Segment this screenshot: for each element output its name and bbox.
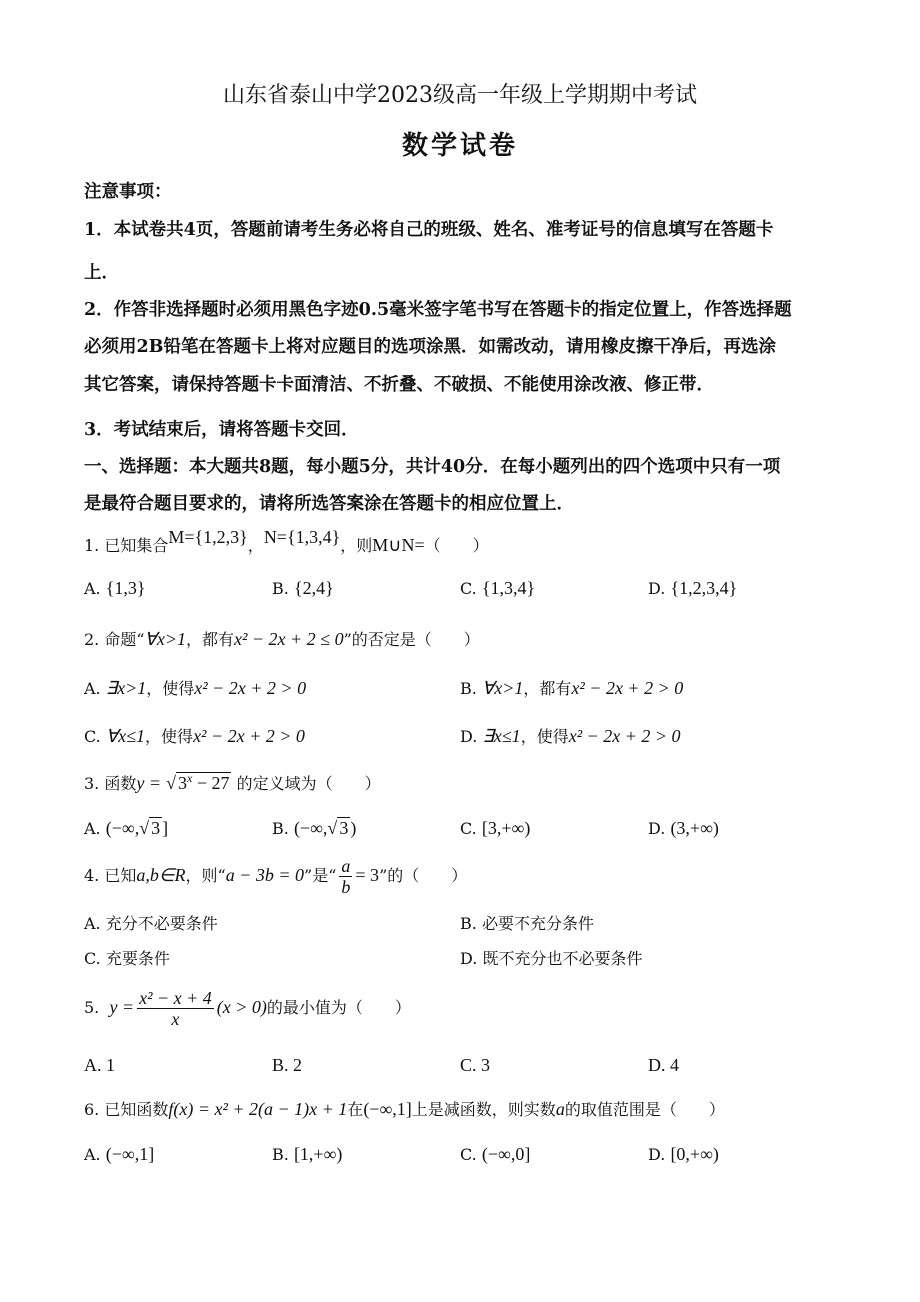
option-value: 既不充分也不必要条件 bbox=[482, 949, 643, 968]
radicand-exponent: x bbox=[186, 771, 193, 785]
separator: ， bbox=[247, 536, 264, 555]
fraction-numerator: a bbox=[341, 856, 351, 876]
option-value: 必要不充分条件 bbox=[481, 914, 594, 933]
sqrt-radicand: 3 bbox=[151, 818, 161, 838]
option-label: A. bbox=[84, 679, 101, 698]
question-4-text: 4. 已知 bbox=[84, 866, 137, 885]
question-5-text: 的最小值为（ ） bbox=[266, 998, 411, 1017]
option-label: D. bbox=[648, 1145, 666, 1164]
question-4-option-a bbox=[84, 911, 218, 934]
section-1-intro-line-2: 是最符合题目要求的，请将所选答案涂在答题卡的相应位置上． bbox=[84, 494, 574, 514]
question-3-option-a bbox=[84, 818, 168, 839]
fraction-a-over-b bbox=[339, 856, 352, 897]
question-3-option-b bbox=[272, 818, 356, 839]
option-label: A. bbox=[84, 819, 101, 838]
domain-condition: (x > 0) bbox=[216, 997, 267, 1017]
quantifier: ∃x≤1 bbox=[482, 726, 521, 746]
option-label: B. bbox=[272, 579, 289, 598]
notice-item-3: 3．考试结束后，请将答题卡交回． bbox=[84, 420, 359, 440]
option-value: [3,+∞) bbox=[481, 818, 531, 838]
question-2-text-2: ，都有 bbox=[186, 630, 235, 649]
sqrt-expression bbox=[176, 771, 231, 794]
question-6-text-4: 的取值范围是（ ） bbox=[564, 1100, 725, 1119]
option-label: A. bbox=[84, 1145, 101, 1164]
option-value: (−∞,1] bbox=[105, 1144, 155, 1164]
set-m: M={1,2,3} bbox=[168, 527, 248, 547]
question-2-stem bbox=[84, 627, 480, 650]
question-5-number: 5. bbox=[84, 998, 100, 1017]
notice-item-2-line-3: 其它答案，请保持答题卡卡面清洁、不折叠、不破损、不能使用涂改液、修正带． bbox=[84, 375, 714, 395]
question-1-text: 1. 已知集合 bbox=[84, 536, 169, 555]
question-4-text-2: ，则“ bbox=[185, 866, 226, 885]
interval-left: (−∞, bbox=[293, 818, 328, 838]
option-label: C. bbox=[460, 1145, 477, 1164]
option-label: D. bbox=[460, 727, 478, 746]
option-label: B. bbox=[460, 679, 477, 698]
inequality: x² − 2x + 2 > 0 bbox=[193, 726, 305, 746]
question-1-text-2: ，则 bbox=[340, 536, 373, 555]
question-6-option-b bbox=[272, 1144, 342, 1165]
quantifier: ∀x>1 bbox=[144, 629, 186, 649]
question-2-option-b bbox=[460, 676, 683, 699]
option-label: B. bbox=[460, 914, 477, 933]
option-value: {1,3} bbox=[105, 578, 146, 598]
question-6-text: 6. 已知函数 bbox=[84, 1100, 169, 1119]
option-label: B. bbox=[272, 1145, 289, 1164]
notice-heading: 注意事项： bbox=[84, 182, 172, 202]
notice-item-1-line-1: 1．本试卷共4页，答题前请考生务必将自己的班级、姓名、准考证号的信息填写在答题卡 bbox=[84, 220, 774, 240]
question-6-text-2: 在 bbox=[347, 1100, 364, 1119]
answer-paren: （ ） bbox=[424, 536, 489, 555]
option-value: (3,+∞) bbox=[670, 818, 719, 838]
option-value: [1,+∞) bbox=[293, 1144, 343, 1164]
question-4-text-3: ”是“ bbox=[304, 866, 337, 885]
set-n: N={1,3,4} bbox=[263, 527, 341, 547]
option-label: D. bbox=[460, 949, 478, 968]
question-3-text: 3. 函数 bbox=[84, 774, 137, 793]
option-value: (−∞,0] bbox=[481, 1144, 531, 1164]
interval-right: ] bbox=[162, 818, 169, 838]
option-label: D. bbox=[648, 579, 666, 598]
question-1-option-d bbox=[648, 578, 737, 599]
fraction-expression bbox=[137, 988, 214, 1029]
union-expression: M∪N= bbox=[372, 535, 425, 555]
option-text: ，使得 bbox=[520, 727, 569, 746]
option-text: ，使得 bbox=[146, 679, 195, 698]
option-label: A. bbox=[84, 579, 101, 598]
notice-item-2-line-1: 2．作答非选择题时必须用黑色字迹0.5毫米签字笔书写在答题卡的指定位置上，作答选择题 bbox=[84, 300, 792, 320]
question-2-text-3: ”的否定是（ ） bbox=[343, 630, 480, 649]
sqrt-radicand: 3 bbox=[339, 818, 349, 838]
exam-title: 山东省泰山中学2023级高一年级上学期期中考试 bbox=[223, 83, 697, 108]
option-label: C. bbox=[84, 949, 101, 968]
exam-subtitle: 数学试卷 bbox=[401, 131, 518, 161]
notice-item-1-line-2: 上． bbox=[84, 263, 119, 283]
interval-left: (−∞, bbox=[105, 818, 140, 838]
option-value: 充要条件 bbox=[105, 949, 170, 968]
question-6-text-3: 上是减函数，则实数 bbox=[411, 1100, 556, 1119]
option-label: B. bbox=[272, 819, 289, 838]
fraction-equals: = 3 bbox=[355, 865, 380, 885]
function-definition: f(x) = x² + 2(a − 1)x + 1 bbox=[168, 1099, 348, 1119]
fraction-numerator: x² − x + 4 bbox=[139, 988, 212, 1008]
question-1-option-b bbox=[272, 578, 334, 599]
question-1-stem bbox=[84, 527, 489, 556]
question-5-option-c: C. 3 bbox=[460, 1055, 491, 1075]
inequality: x² − 2x + 2 > 0 bbox=[194, 678, 307, 698]
question-6-option-d bbox=[648, 1144, 719, 1165]
option-value: 充分不必要条件 bbox=[105, 914, 218, 933]
variables: a,b∈R bbox=[136, 865, 186, 885]
quantifier: ∀x>1 bbox=[481, 678, 524, 698]
variable-a: a bbox=[555, 1099, 565, 1119]
notice-item-2-line-2: 必须用2B铅笔在答题卡上将对应题目的选项涂黑．如需改动，请用橡皮擦干净后，再选涂 bbox=[84, 337, 776, 357]
question-4-option-d bbox=[460, 946, 642, 969]
question-2-option-c bbox=[84, 724, 305, 747]
question-3-text-2: 的定义域为（ ） bbox=[236, 774, 381, 793]
question-5-stem bbox=[84, 988, 411, 1029]
radicand-base: 3 bbox=[177, 773, 187, 793]
question-5-option-b: B. 2 bbox=[272, 1055, 303, 1075]
question-3-stem bbox=[84, 771, 381, 794]
question-4-option-b bbox=[460, 911, 594, 934]
question-4-stem bbox=[84, 856, 467, 897]
option-value: {2,4} bbox=[293, 578, 334, 598]
question-1-option-a bbox=[84, 578, 146, 599]
fraction-denominator: x bbox=[171, 1009, 180, 1029]
question-2-text: 2. 命题“ bbox=[84, 630, 145, 649]
sqrt-symbol: √ bbox=[139, 818, 150, 838]
inequality: x² − 2x + 2 > 0 bbox=[568, 726, 681, 746]
option-label: A. bbox=[84, 914, 101, 933]
question-6-option-c bbox=[460, 1144, 530, 1165]
option-text: ，都有 bbox=[523, 679, 572, 698]
question-1-option-c bbox=[460, 578, 535, 599]
quantifier: ∃x>1 bbox=[105, 678, 147, 698]
function-y: y = bbox=[109, 997, 135, 1017]
option-value: {1,2,3,4} bbox=[670, 578, 738, 598]
condition-expression: a − 3b = 0 bbox=[225, 865, 305, 885]
question-4-text-4: ”的（ ） bbox=[379, 866, 468, 885]
question-3-option-d bbox=[648, 818, 719, 839]
option-value: {1,3,4} bbox=[481, 578, 536, 598]
question-2-option-d bbox=[460, 724, 681, 747]
sqrt-symbol: √ bbox=[327, 818, 338, 838]
question-2-option-a bbox=[84, 676, 306, 699]
question-6-stem bbox=[84, 1097, 725, 1120]
option-label: C. bbox=[460, 579, 477, 598]
option-value: [0,+∞) bbox=[670, 1144, 719, 1164]
question-6-option-a bbox=[84, 1144, 154, 1165]
option-label: D. bbox=[648, 819, 666, 838]
option-text: ，使得 bbox=[145, 727, 194, 746]
option-label: C. bbox=[84, 727, 101, 746]
interval-right: ) bbox=[350, 818, 357, 838]
section-1-intro-line-1: 一、选择题：本大题共8题，每小题5分，共计40分．在每小题列出的四个选项中只有一项 bbox=[84, 457, 781, 477]
radicand-rest: − 27 bbox=[192, 773, 230, 793]
question-3-option-c bbox=[460, 818, 530, 839]
function-y: y = bbox=[136, 773, 161, 793]
question-4-option-c bbox=[84, 946, 170, 969]
quantifier: ∀x≤1 bbox=[105, 726, 146, 746]
inequality: x² − 2x + 2 ≤ 0 bbox=[234, 629, 344, 649]
sqrt-symbol: √ bbox=[166, 773, 176, 793]
fraction-denominator: b bbox=[341, 877, 351, 897]
question-5-option-d: D. 4 bbox=[648, 1055, 679, 1075]
interval: (−∞,1] bbox=[363, 1099, 412, 1119]
inequality: x² − 2x + 2 > 0 bbox=[571, 678, 684, 698]
question-5-option-a: A. 1 bbox=[84, 1055, 115, 1075]
option-label: C. bbox=[460, 819, 477, 838]
